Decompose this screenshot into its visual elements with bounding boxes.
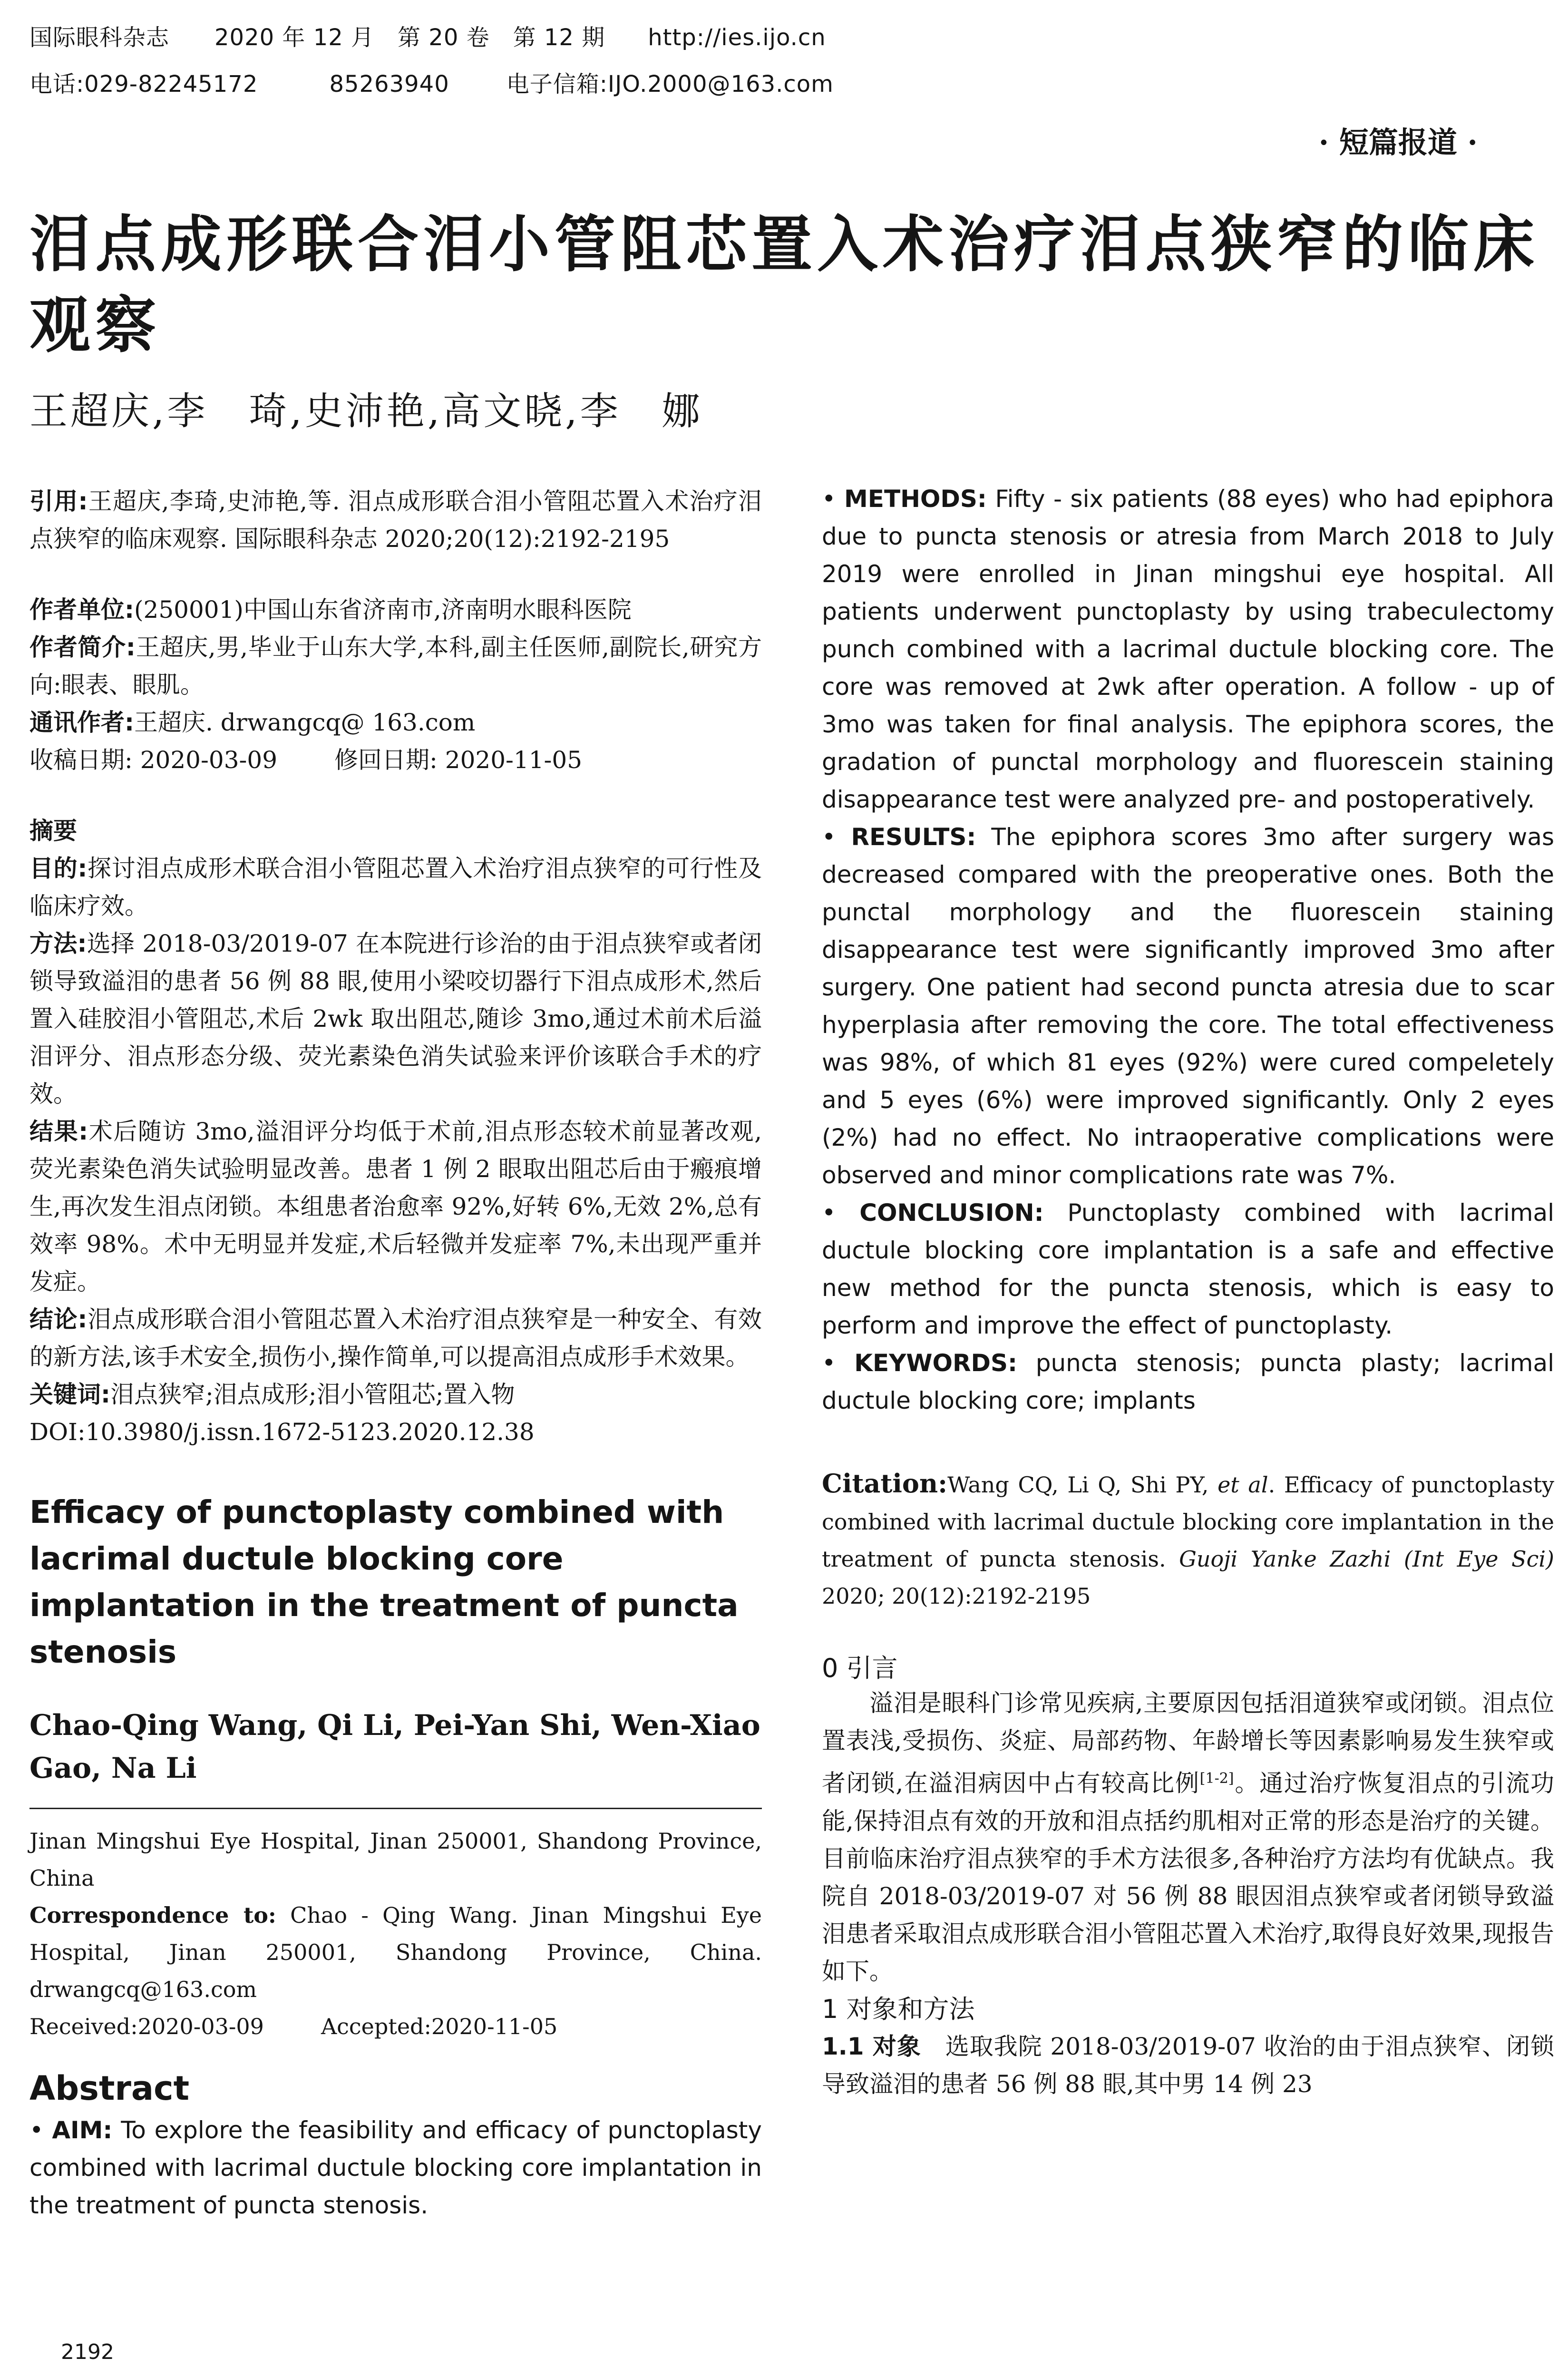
- abstract-cn-conclusion: [29, 1301, 762, 1376]
- results-text: The epiphora scores 3mo after surgery was decreased compared with the preoperative ones. Both the punctal morphology and the fluorescein staining disappearance test were significantly improved 3mo after surgery. One patient had second puncta atresia due to scar hyperplasia after removing the core. The total effectiveness was 98%, of which 81 eyes (92%) were cured compeletely and 5 eyes (6%) were improved significantly. Only 2 eyes (2%) had no effect. No intraoperative complications were observed and minor complications rate was 7%.: [822, 823, 1554, 1189]
- aim-cn-label: 目的:: [29, 855, 88, 882]
- citation-label: Citation:: [822, 1468, 948, 1499]
- section-tag: · 短篇报道 ·: [1318, 125, 1478, 160]
- methods-section-heading: 1 对象和方法: [822, 1994, 975, 2024]
- citation-cn-label: 引用:: [29, 487, 88, 515]
- received-date-cn: 收稿日期: 2020-03-09: [29, 746, 278, 774]
- running-header-line2: [29, 66, 834, 98]
- conclusion-cn-text: 泪点成形联合泪小管阻芯置入术治疗泪点狭窄是一种安全、有效的新方法,该手术安全,损伤小,操作简单,可以提高泪点成形手术效果。: [29, 1305, 762, 1371]
- aim-cn-text: 探讨泪点成形术联合泪小管阻芯置入术治疗泪点狭窄的可行性及临床疗效。: [29, 855, 762, 920]
- phone-2: 85263940: [329, 71, 449, 97]
- running-header-line1: [29, 19, 826, 52]
- phone: 电话:029-82245172: [29, 71, 258, 97]
- author-unit-label: 作者单位:: [29, 596, 134, 623]
- methods-label: METHODS:: [844, 485, 987, 513]
- author-unit: [29, 591, 762, 629]
- corresponding-author: [29, 704, 762, 741]
- page-number: 2192: [61, 2340, 114, 2364]
- results-label: RESULTS:: [851, 823, 976, 851]
- author-bio-label: 作者简介:: [29, 633, 136, 661]
- abstract-conclusion: • CONCLUSION: Punctoplasty combined with lacrimal ductule blocking core implantation is a safe and effective new method for the puncta stenosis, which is easy to perform and improve the effect of punctoplasty.: [822, 1199, 1554, 1339]
- received-date: Received:2020-03-09: [29, 2014, 264, 2039]
- abstract-heading: Abstract: [29, 2069, 190, 2108]
- conclusion-cn-label: 结论:: [29, 1305, 88, 1333]
- methods-cn-text: 选择 2018-03/2019-07 在本院进行诊治的由于泪点狭窄或者闭锁导致溢泪的患者 56 例 88 眼,使用小梁咬切器行下泪点成形术,然后置入硅胶泪小管阻芯,术后 2wk 取出阻芯,随诊 3mo,通过术前术后溢泪评分、泪点形态分级、荧光素染色消失试验来评价该联合手术的疗效。: [29, 930, 762, 1108]
- citation-volume: 2020; 20(12):2192-2195: [822, 1583, 1091, 1609]
- author-bio-text: 王超庆,男,毕业于山东大学,本科,副主任医师,副院长,研究方向:眼表、眼肌。: [29, 633, 762, 699]
- journal-url[interactable]: http://ies.ijo.cn: [648, 24, 826, 51]
- correspondence-text: Chao - Qing Wang. Jinan Mingshui Eye Hospital, Jinan 250001, Shandong Province, China. drwangcq@163.com: [29, 1902, 762, 2002]
- abstract-results: • RESULTS: The epiphora scores 3mo after surgery was decreased compared with the preoperative ones. Both the punctal morphology and the fluorescein staining disappearance test were significantly improved 3mo after surgery. One patient had second puncta atresia due to scar hyperplasia after removing the core. The total effectiveness was 98%, of which 81 eyes (92%) were cured compeletely and 5 eyes (6%) were improved significantly. Only 2 eyes (2%) had no effect. No intraoperative complications were observed and minor complications rate was 7%.: [822, 823, 1554, 1189]
- results-cn-label: 结果:: [29, 1118, 88, 1145]
- author-unit-text: (250001)中国山东省济南市,济南明水眼科医院: [134, 596, 632, 623]
- article-title: 泪点成形联合泪小管阻芯置入术治疗泪点狭窄的临床观察: [29, 209, 1539, 361]
- abstract-keywords: • KEYWORDS: puncta stenosis; puncta plasty; lacrimal ductule blocking core; implants: [822, 1349, 1554, 1414]
- citation-journal: Guoji Yanke Zazhi (Int Eye Sci): [1179, 1546, 1554, 1572]
- english-dates: [29, 2008, 762, 2045]
- citation-cn: [29, 483, 762, 558]
- keywords-cn-text: 泪点狭窄;泪点成形;泪小管阻芯;置入物: [110, 1381, 515, 1408]
- citation-authors: Wang CQ, Li Q, Shi PY,: [947, 1472, 1218, 1498]
- conclusion-text: Punctoplasty combined with lacrimal ductule blocking core implantation is a safe and effective new method for the puncta stenosis, which is easy to perform and improve the effect of punctoplasty.: [822, 1199, 1554, 1339]
- citation-cn-text: 王超庆,李琦,史沛艳,等. 泪点成形联合泪小管阻芯置入术治疗泪点狭窄的临床观察. 国际眼科杂志 2020;20(12):2192-2195: [29, 487, 762, 553]
- right-column: [822, 480, 1554, 2103]
- english-authors: Chao-Qing Wang, Qi Li, Pei-Yan Shi, Wen-Xiao Gao, Na Li: [29, 1709, 760, 1785]
- methods-cn-label: 方法:: [29, 930, 87, 957]
- intro-heading: 0 引言: [822, 1653, 898, 1683]
- intro-text-a: 溢泪是眼科门诊常见疾病,主要原因包括泪道狭窄或闭锁。泪点位置表浅,受损伤、炎症、局部药物、年龄增长等因素影响易发生狭窄或者闭锁,在溢泪病因中占有较高比例: [822, 1689, 1554, 1797]
- intro-paragraph: [822, 1685, 1554, 1990]
- abstract-cn-keywords: [29, 1376, 762, 1413]
- abstract-cn-methods: [29, 925, 762, 1113]
- left-column: [29, 483, 762, 2224]
- abstract-cn-heading: 摘要: [29, 817, 77, 845]
- intro-reference[interactable]: [1-2]: [1199, 1770, 1234, 1787]
- subjects-label: 1.1 对象: [822, 2032, 921, 2060]
- dates-cn: [29, 741, 762, 779]
- journal-email[interactable]: 电子信箱:IJO.2000@163.com: [506, 71, 834, 97]
- author-bio: [29, 629, 762, 704]
- results-cn-text: 术后随访 3mo,溢泪评分均低于术前,泪点形态较术前显著改观,荧光素染色消失试验明显改善。患者 1 例 2 眼取出阻芯后由于瘢痕增生,再次发生泪点闭锁。本组患者治愈率 92%,好转 6%,无效 2%,总有效率 98%。术中无明显并发症,术后轻微并发症率 7%,未出现严重并发症。: [29, 1118, 762, 1296]
- methods-text: Fifty - six patients (88 eyes) who had epiphora due to puncta stenosis or atresia from March 2018 to July 2019 were enrolled in Jinan mingshui eye hospital. All patients underwent punctoplasty by using trabeculectomy punch combined with a lacrimal ductule blocking core. The core was removed at 2wk after operation. A follow - up of 3mo was taken for final analysis. The epiphora scores, the gradation of punctal morphology and fluorescein staining disappearance test were analyzed pre- and postoperatively.: [822, 485, 1554, 813]
- keywords-cn-label: 关键词:: [29, 1381, 110, 1408]
- revised-date-cn: 修回日期: 2020-11-05: [334, 746, 583, 774]
- english-correspondence: [29, 1897, 762, 2008]
- keywords-text: puncta stenosis; puncta plasty; lacrimal ductule blocking core; implants: [822, 1349, 1554, 1414]
- accepted-date: Accepted:2020-11-05: [321, 2014, 558, 2039]
- english-citation: [822, 1465, 1554, 1615]
- corresponding-author-label: 通讯作者:: [29, 709, 134, 736]
- citation-etal: et al: [1217, 1472, 1268, 1498]
- journal-name: 国际眼科杂志: [29, 24, 170, 51]
- abstract-cn-results: [29, 1113, 762, 1301]
- conclusion-label: CONCLUSION:: [859, 1199, 1044, 1227]
- doi[interactable]: DOI:10.3980/j.issn.1672-5123.2020.12.38: [29, 1418, 535, 1446]
- corresponding-author-text: 王超庆. drwangcq@ 163.com: [134, 709, 476, 736]
- abstract-aim: • AIM: To explore the feasibility and efficacy of punctoplasty combined with lacrimal ductule blocking core implantation in the treatment of puncta stenosis.: [29, 2116, 762, 2219]
- subjects-paragraph: [822, 2028, 1554, 2103]
- keywords-label: KEYWORDS:: [854, 1349, 1018, 1377]
- intro-text-b: 。通过治疗恢复泪点的引流功能,保持泪点有效的开放和泪点括约肌相对正常的形态是治疗的关键。目前临床治疗泪点狭窄的手术方法很多,各种治疗方法均有优缺点。我院自 2018-03/2019-07 对 56 例 88 眼因泪点狭窄或者闭锁导致溢泪患者采取泪点成形联合泪小管阻芯置入术治疗,取得良好效果,现报告如下。: [822, 1769, 1554, 1985]
- english-title: Efficacy of punctoplasty combined with lacrimal ductule blocking core implantation in the treatment of puncta stenosis: [29, 1494, 739, 1670]
- issue-info: 2020 年 12 月 第 20 卷 第 12 期: [214, 24, 605, 51]
- abstract-cn-aim: [29, 850, 762, 925]
- english-affiliation: Jinan Mingshui Eye Hospital, Jinan 250001, Shandong Province, China: [29, 1828, 762, 1891]
- article-authors: 王超庆,李 琦,史沛艳,高文晓,李 娜: [29, 389, 703, 433]
- aim-label: AIM:: [52, 2116, 113, 2144]
- subjects-text: 选取我院 2018-03/2019-07 收治的由于泪点狭窄、闭锁导致溢泪的患者 56 例 88 眼,其中男 14 例 23: [822, 2032, 1554, 2098]
- abstract-methods: • METHODS: Fifty - six patients (88 eyes) who had epiphora due to puncta stenosis or atresia from March 2018 to July 2019 were enrolled in Jinan mingshui eye hospital. All patients underwent punctoplasty by using trabeculectomy punch combined with a lacrimal ductule blocking core. The core was removed at 2wk after operation. A follow - up of 3mo was taken for final analysis. The epiphora scores, the gradation of punctal morphology and fluorescein staining disappearance test were analyzed pre- and postoperatively.: [822, 485, 1554, 813]
- correspondence-label: Correspondence to:: [29, 1902, 276, 1928]
- citation-title: . Efficacy of punctoplasty combined with lacrimal ductule blocking core implantation in the treatment of puncta stenosis.: [822, 1472, 1555, 1572]
- aim-text: To explore the feasibility and efficacy of punctoplasty combined with lacrimal ductule blocking core implantation in the treatment of puncta stenosis.: [29, 2116, 762, 2219]
